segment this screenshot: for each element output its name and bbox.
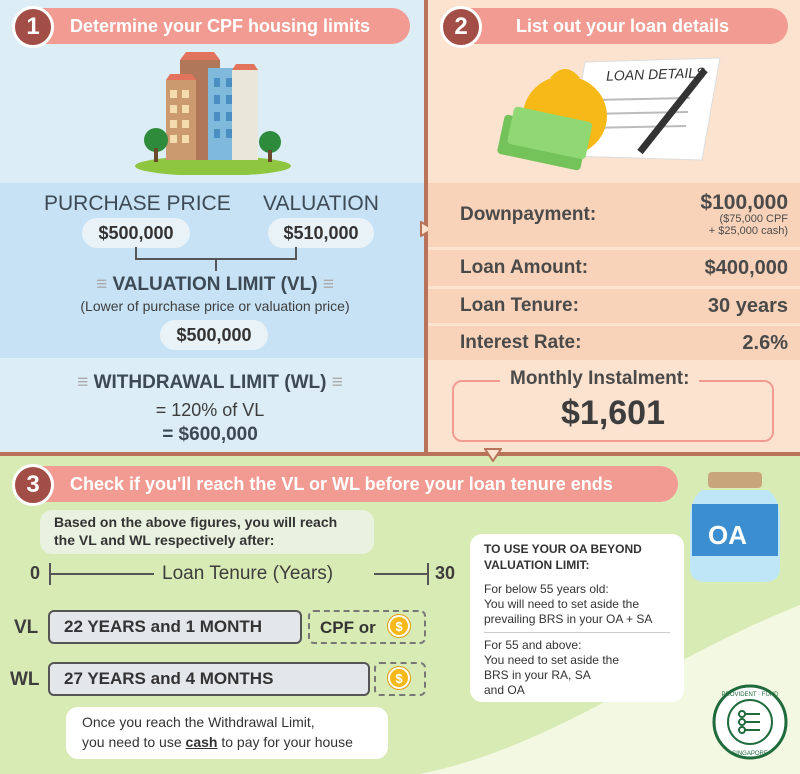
horizontal-divider [0, 452, 800, 456]
comparison-connector [118, 247, 318, 272]
wl-note-line1: Once you reach the Withdrawal Limit, [82, 714, 315, 730]
wl-title: ≡ WITHDRAWAL LIMIT (WL) ≡ [77, 372, 343, 393]
loan-amount-label: Loan Amount: [460, 257, 589, 278]
downpayment-note2: + $25,000 cash) [708, 225, 788, 238]
step3-title: Check if you'll reach the VL or WL before your loan tenure ends [70, 473, 613, 494]
wl-title-text: WITHDRAWAL LIMIT (WL) [93, 372, 327, 393]
vl-title: ≡ VALUATION LIMIT (VL) ≡ [96, 274, 334, 295]
coin-icon: $ [388, 615, 410, 637]
oa-55above-line3: BRS in your RA, SA [484, 668, 591, 682]
oa-title-line1: TO USE YOUR OA BEYOND [484, 542, 642, 556]
vl-duration-bar: 22 YEARS and 1 MONTH [48, 610, 302, 644]
step2-title: List out your loan details [516, 15, 730, 36]
wl-duration-bar: 27 YEARS and 4 MONTHS [48, 662, 370, 696]
oa-55above-line1: For 55 and above: [484, 638, 582, 652]
oa-below55-line3: prevailing BRS in your OA + SA [484, 612, 653, 626]
oa-55above-line2: You need to set aside the [484, 653, 619, 667]
oa-below55-line1: For below 55 years old: [484, 582, 609, 596]
wl-note-cash: cash [185, 734, 218, 750]
loan-details-illustration-label: LOAN DETAILS [605, 64, 706, 84]
step3-title-pill [22, 466, 678, 502]
vl-note: (Lower of purchase price or valuation price) [80, 298, 350, 314]
svg-text:SINGAPORE: SINGAPORE [732, 751, 768, 757]
loan-tenure-row [448, 290, 788, 322]
purchase-price-value: $500,000 [82, 218, 190, 248]
vl-value: $500,000 [160, 320, 268, 350]
oa-55above-line4: and OA [484, 683, 525, 697]
intro-line2: the VL and WL respectively after: [54, 532, 275, 548]
oa-below55-line2: You will need to set aside the [484, 597, 639, 611]
axis-label: Loan Tenure (Years) [162, 563, 334, 584]
axis-start: 0 [30, 563, 41, 583]
instalment-value: $1,601 [561, 394, 665, 432]
cpf-board-seal-icon [712, 684, 788, 760]
step2-title-pill [450, 8, 788, 44]
interest-rate-label: Interest Rate: [460, 332, 582, 353]
valuation-value: $510,000 [268, 218, 374, 248]
loan-amount-row [448, 252, 788, 284]
axis-end: 30 [435, 563, 456, 583]
coin-icon: $ [388, 667, 410, 689]
loan-amount-value: $400,000 [704, 256, 788, 279]
wl-formula: = 120% of VL [155, 400, 265, 420]
buildings-icon [128, 50, 298, 175]
downpayment-note1: ($75,000 CPF [719, 213, 788, 226]
downpayment-label: Downpayment: [460, 204, 597, 225]
step1-title: Determine your CPF housing limits [70, 15, 371, 36]
arrow-down-icon [484, 448, 502, 462]
downpayment-block [700, 192, 788, 237]
vl-title-text: VALUATION LIMIT (VL) [112, 274, 318, 295]
step1-number: 1 [12, 6, 54, 48]
loan-tenure-label: Loan Tenure: [460, 295, 579, 316]
svg-text:PROVIDENT · FUND: PROVIDENT · FUND [721, 692, 779, 698]
vl-option-text: CPF or [320, 618, 376, 637]
vl-row-label: VL [14, 617, 39, 638]
wl-note-line2-pre: you need to use [82, 734, 186, 750]
interest-rate-value: 2.6% [742, 331, 788, 354]
downpayment-value: $100,000 [700, 191, 788, 215]
downpayment-row [448, 185, 788, 245]
wl-note-line2-post: to pay for your house [217, 734, 353, 750]
valuation-label: VALUATION [263, 192, 379, 215]
wl-value: = $600,000 [162, 424, 258, 445]
step3-number: 3 [12, 464, 54, 506]
oa-title-line2: VALUATION LIMIT: [484, 558, 590, 572]
purchase-price-label: PURCHASE PRICE [44, 192, 231, 215]
jar-label: OA [708, 520, 747, 550]
wl-row-label: WL [10, 669, 40, 690]
instalment-label: Monthly Instalment: [500, 368, 699, 390]
step2-number: 2 [440, 6, 482, 48]
interest-rate-row [448, 327, 788, 359]
step1-title-pill [22, 8, 410, 44]
wl-note-line2 [82, 734, 353, 750]
oa-divider [484, 632, 670, 633]
intro-line1: Based on the above figures, you will reach [54, 514, 338, 530]
loan-tenure-value: 30 years [707, 294, 788, 317]
